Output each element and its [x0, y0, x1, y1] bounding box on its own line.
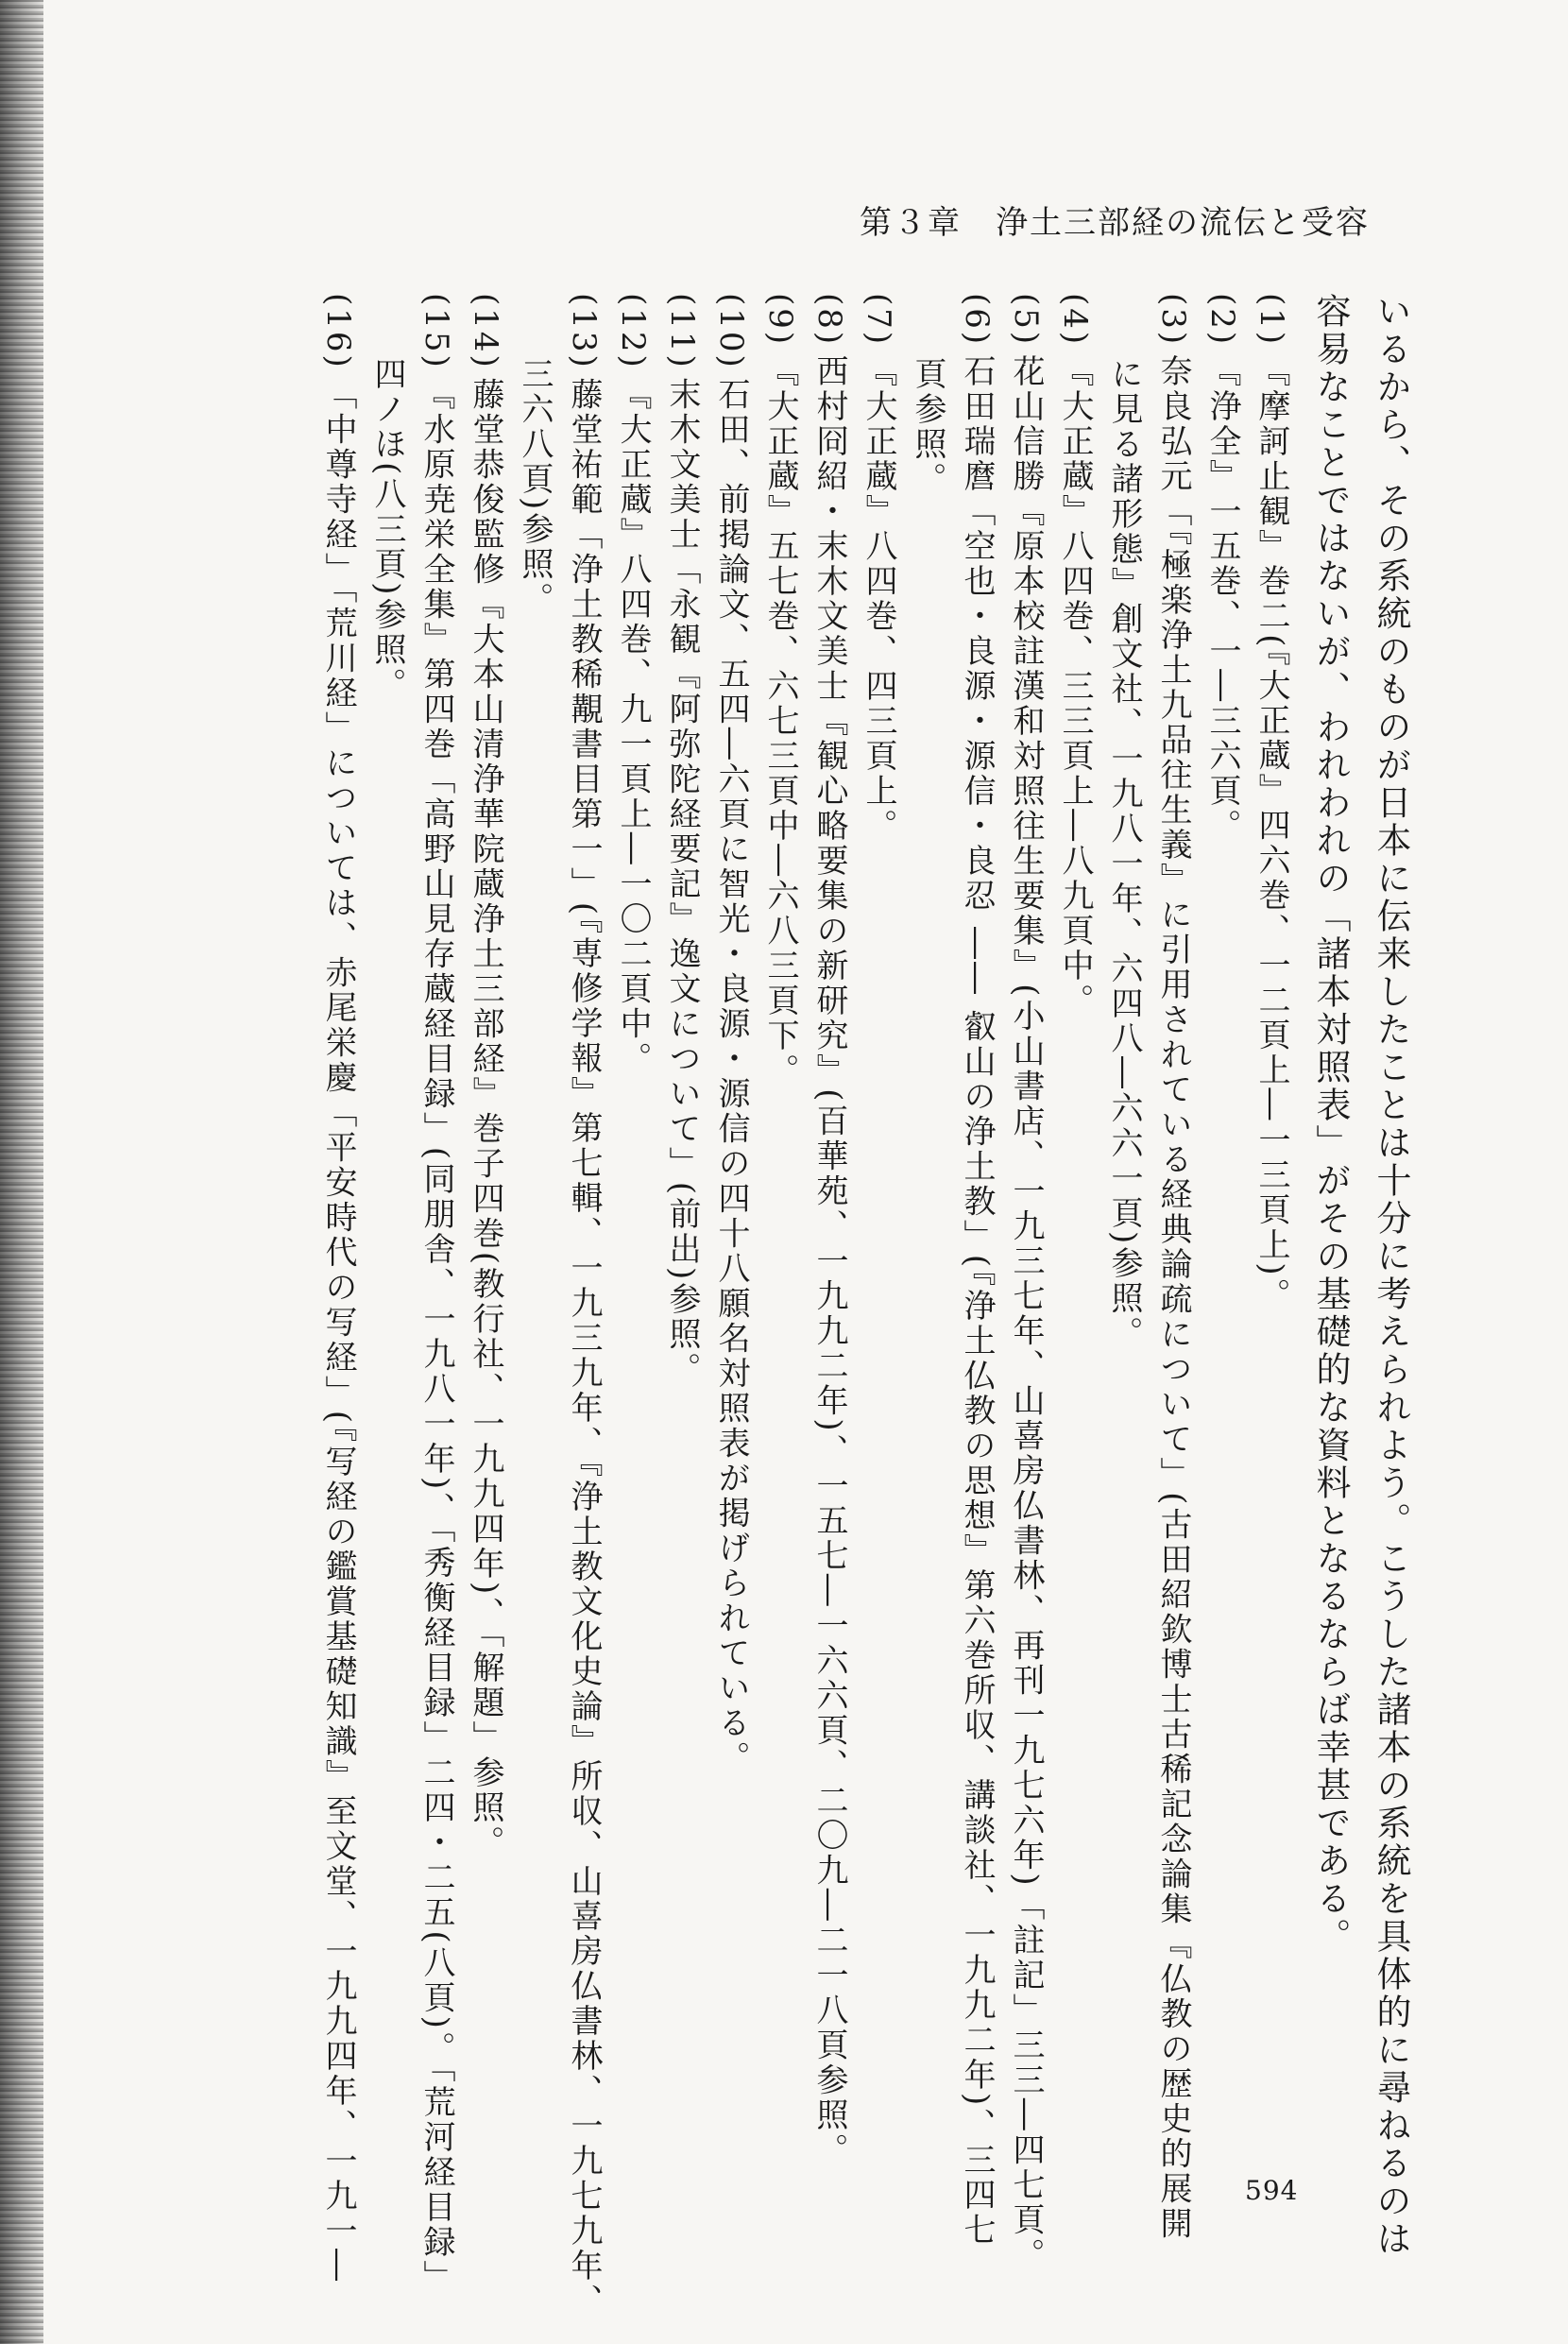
footnote-text: 西村冏紹・末木文美士『観心略要集の新研究』(百華苑、一九九二年)、一五七―一六六頁、二〇九―二一八頁参照。: [810, 354, 848, 2168]
footnote-14: [461, 293, 510, 2116]
footnote-number: (6): [958, 293, 996, 348]
footnote-text: 奈良弘元「『極楽浄土九品往生義』に引用されている経典論疏について」(古田紹欽博士古稀記念論集『仏教の歴史的展開: [1154, 354, 1192, 2242]
footnote-text: 『浄全』一五巻、一―三六頁。: [1203, 354, 1241, 845]
body-line: 容易なことではないが、われわれの「諸本対照表」がその基礎的な資料となるならば幸甚である。: [1310, 293, 1351, 1956]
footnote-text: 『摩訶止観』巻二(『大正蔵』四六巻、一二頁上―一三頁上)。: [1253, 354, 1290, 1313]
footnote-text-continued: 頁参照。: [909, 357, 946, 497]
footnote-text: 『水原尭栄全集』第四巻「高野山見存蔵経目録」(同朋舎、一九八一年)、「秀衡経目録」二四・二五(八頁)。「荒河経目録」: [418, 377, 455, 2295]
footnote-2: [1198, 293, 1247, 2116]
footnote-text: 『大正蔵』五七巻、六七三頁中―六八三頁下。: [761, 354, 799, 1089]
chapter-title: 第３章 浄土三部経の流伝と受容: [860, 204, 1370, 242]
footnote-text: 花山信勝『原本校註漢和対照往生要集』(小山書店、一九三七年、山喜房仏書林、再刊一九七六年)「註記」三三―四七頁。: [1007, 354, 1045, 2273]
footnote-11: [657, 293, 707, 2116]
footnote-number: (4): [1056, 293, 1094, 348]
footnote-number: (9): [761, 293, 799, 348]
footnote-10: [707, 293, 756, 2116]
footnote-8: [805, 293, 854, 2168]
footnote-text: 末木文美士「永観『阿弥陀経要記』逸文について」(前出)参照。: [663, 377, 701, 1388]
footnote-text: 石田瑞麿「空也・良源・源信・良忍 ―― 叡山の浄土教」(『浄土仏教の思想』第六巻所収、講談社、一九九二年)、三四七: [958, 354, 996, 2249]
footnote-7: [854, 293, 903, 2116]
footnote-text: 『大正蔵』八四巻、九一頁上―一〇二頁中。: [614, 377, 652, 1077]
footnote-number: (7): [860, 293, 897, 348]
footnote-13: [510, 293, 608, 2319]
footnote-text: 『大正蔵』八四巻、三三頁上―八九頁中。: [1056, 354, 1094, 1019]
footnote-text: 藤堂祐範「浄土教稀覯書目第一」(『専修学報』第七輯、一九三九年、『浄土教文化史論』所収、山喜房仏書林、一九七九年、: [565, 377, 603, 2319]
footnote-number: (11): [663, 293, 701, 370]
footnote-text-continued: に見る諸形態』創文社、一九八一年、六四八―六六一頁)参照。: [1105, 357, 1143, 1352]
footnote-number: (10): [712, 293, 750, 370]
footnote-text: 『大正蔵』八四巻、四三頁上。: [860, 354, 897, 845]
footnote-text: 「中尊寺経」「荒川経」については、赤尾栄慶「平安時代の写経」(『写経の鑑賞基礎知識』至文堂、一九九四年、一九一―: [319, 377, 357, 2284]
footnote-15: [363, 293, 461, 2295]
body-line: いるから、その系統のものが日本に伝来したことは十分に考えられよう。こうした諸本の系統を具体的に尋ねるのは: [1371, 293, 1411, 2258]
footnote-number: (13): [565, 293, 603, 370]
footnote-5: [1001, 293, 1050, 2273]
footnote-12: [608, 293, 657, 2116]
footnote-text-continued: 四ノほ(八三頁)参照。: [368, 357, 406, 703]
footnote-3: [1099, 293, 1198, 2242]
footnote-text-continued: 三六八頁)参照。: [516, 357, 554, 618]
page-number: 594: [1245, 2175, 1299, 2206]
footnote-number: (8): [810, 293, 848, 348]
footnote-text: 石田、前掲論文、五四―六頁に智光・良源・源信の四十八願名対照表が掲げられている。: [712, 377, 750, 1776]
footnote-number: (15): [418, 293, 455, 370]
footnote-9: [756, 293, 805, 2116]
footnote-4: [1050, 293, 1099, 2116]
footnote-number: (14): [467, 293, 504, 370]
scan-shadow-edge: [0, 0, 43, 2344]
footnote-1: [1247, 293, 1296, 2116]
footnote-number: (1): [1253, 293, 1290, 348]
footnote-16: [314, 293, 363, 2284]
footnote-number: (12): [614, 293, 652, 370]
footnote-number: (5): [1007, 293, 1045, 348]
running-header: [860, 197, 1389, 249]
footnote-text: 藤堂恭俊監修『大本山清浄華院蔵浄土三部経』巻子四巻(教行社、一九九四年)、「解題」参照。: [467, 377, 504, 1861]
footnote-number: (16): [319, 293, 357, 370]
footnote-number: (2): [1203, 293, 1241, 348]
footnote-6: [903, 293, 1001, 2249]
footnote-number: (3): [1154, 293, 1192, 348]
